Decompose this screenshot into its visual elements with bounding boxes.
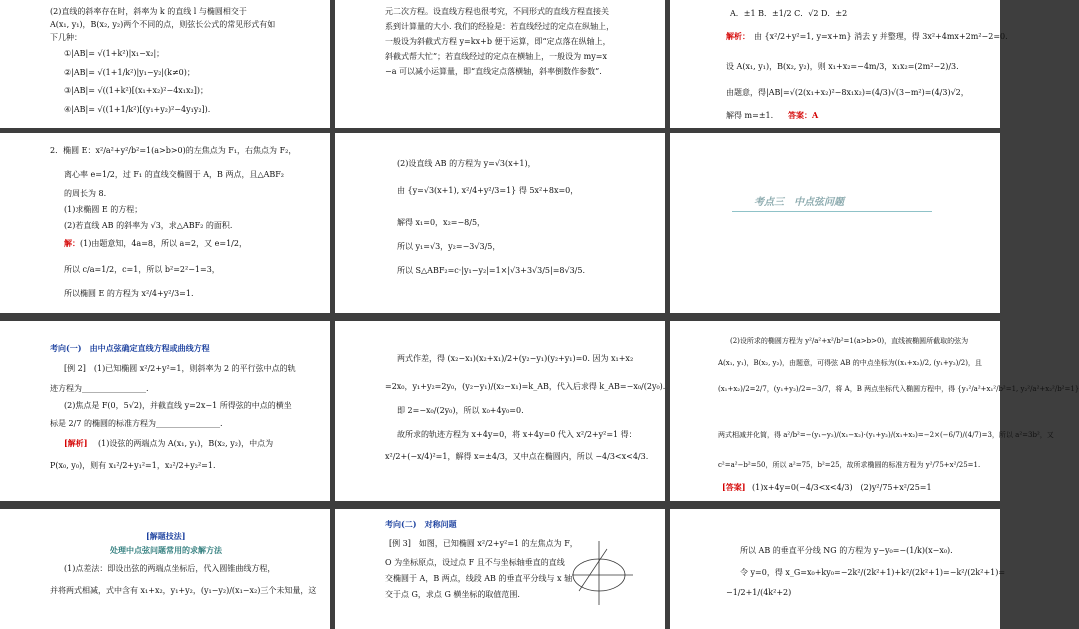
text-line: 2．椭圆 E：x²/a²+y²/b²=1(a>b>0)的左焦点为 F₁，右焦点为 F₂，	[50, 146, 297, 155]
text-line: 所以 S△ABF₂=c·|y₁−y₂|=1×|√3+3√3/5|=8√3/5.	[397, 266, 586, 275]
text-line: 由 {x²/2+y²=1, y=x+m} 消去 y 并整理，得 3x²+4mx+2m²−2=0.	[754, 32, 1008, 41]
text-line: 即 2=−x₀/(2y₀)，所以 x₀+4y₀=0.	[397, 406, 524, 415]
text-line: 由题意，得|AB|=√(2(x₁+x₂)²−8x₁x₂)=(4/3)√(3−m²)=(4/3)√2，	[726, 88, 969, 97]
slide-ellipse-equation-derivation[interactable]	[670, 321, 1079, 501]
text-line: 所以椭圆 E 的方程为 x²/4+y²/3=1.	[64, 289, 194, 298]
formula-2: ②|AB|= √(1+1/k²)|y₁−y₂|(k≠0)；	[64, 68, 195, 77]
slide-midpoint-chord-example[interactable]	[0, 321, 330, 501]
text-line: (2)焦点是 F(0，5√2)，并截直线 y=2x−1 所得弦的中点的横坐	[64, 401, 292, 410]
slide-solving-technique[interactable]	[0, 509, 330, 629]
text-line: −1/2+1/(4k²+2)	[726, 588, 792, 597]
title-underline	[732, 211, 932, 212]
text-line: 所以 y₁=√3，y₂=−3√3/5，	[397, 242, 501, 251]
text-line: 标是 2/7 的椭圆的标准方程为________________.	[50, 419, 223, 428]
text-line: 两式作差，得 (x₂−x₁)(x₂+x₁)/2+(y₂−y₁)(y₂+y₁)=0. 因为 x₁+x₂	[397, 354, 634, 363]
text-line: c²=a²−b²=50，所以 a²=75，b²=25，故所求椭圆的标准方程为 y²/75+x²/25=1.	[718, 461, 981, 469]
subsection-title: 考向(二) 对称问题	[385, 519, 457, 529]
text-line: 系到计算量的大小. 我们的经验是：若直线经过的定点在纵轴上，	[385, 22, 615, 31]
text-line: (1)设弦的两端点为 A(x₁, y₁)，B(x₂, y₂)，中点为	[98, 439, 274, 448]
slide-midpoint-derivation[interactable]	[335, 321, 665, 501]
text-line: (x₁+x₂)/2=2/7，(y₁+y₂)/2=−3/7，将 A，B 两点坐标代入椭圆方程中，得 {y₁²/a²+x₁²/b²=1, y₂²/a²+x₂²/b²=1}	[718, 385, 1079, 393]
text-line: 并将两式相减，式中含有 x₁+x₂，y₁+y₂，(y₁−y₂)/(x₁−x₂)三个未知量，这	[50, 586, 317, 595]
text-line: (1)由题意知，4a=8，所以 a=2，又 e=1/2，	[80, 239, 247, 248]
text-line: O 为坐标原点，设过点 F 且不与坐标轴垂直的直线	[385, 558, 565, 567]
text-line: 故所求的轨迹方程为 x+4y=0，将 x+4y=0 代入 x²/2+y²=1 得：	[397, 430, 637, 439]
text-line: 下几种：	[50, 33, 82, 42]
text-line: =2x₀，y₁+y₂=2y₀，(y₂−y₁)/(x₂−x₁)=k_AB，代入后求得 k_AB=−x₀/(2y₀).	[385, 382, 666, 391]
slide-problem-2[interactable]	[0, 133, 330, 313]
text-line: [例 2] (1)已知椭圆 x²/2+y²=1，则斜率为 2 的平行弦中点的轨	[64, 364, 296, 373]
slide-perpendicular-bisector[interactable]	[670, 509, 1006, 629]
text-line: A(x₁, y₁)，B(x₂, y₂)，由题意，可得弦 AB 的中点坐标为((x₁+x₂)/2, (y₁+y₂)/2)，且	[718, 359, 982, 367]
text-line: 迹方程为________________.	[50, 384, 149, 393]
text-line: 一般设为斜截式方程 y=kx+b 便于运算，即“定点落在纵轴上，	[385, 37, 611, 46]
text-line: 解得 m=±1.	[726, 111, 774, 120]
text-line: (1)点差法：即设出弦的两端点坐标后，代入圆锥曲线方程，	[64, 564, 276, 573]
answer-options: A．±1 B．±1/2 C．√2 D．±2	[730, 9, 848, 18]
chord-line	[579, 549, 607, 591]
text-line: 交椭圆于 A，B 两点，线段 AB 的垂直平分线与 x 轴	[385, 574, 573, 583]
formula-4: ④|AB|= √((1+1/k²)[(y₁+y₂)²−4y₁y₂]).	[64, 105, 211, 114]
solution-label: 解：	[64, 238, 80, 248]
slide-symmetry-problem[interactable]	[335, 509, 665, 629]
answer-label: 答案：A	[788, 110, 819, 120]
answer-label: [答案]	[722, 482, 746, 492]
analysis-label: 解析：	[726, 31, 750, 41]
section-title: 考点三 中点弦问题	[754, 197, 844, 208]
slide-example-answer-a[interactable]	[670, 0, 1008, 128]
text-line: 所以 c/a=1/2，c=1，所以 b²=2²−1=3，	[64, 265, 220, 274]
text-line: 由 {y=√3(x+1), x²/4+y²/3=1} 得 5x²+8x=0，	[397, 186, 579, 195]
text-line: (2)设直线 AB 的方程为 y=√3(x+1)，	[397, 159, 536, 168]
text-line: (2)直线的斜率存在时，斜率为 k 的直线 l 与椭圆相交于	[50, 7, 247, 16]
text-line: 解得 x₁=0，x₂=−8/5，	[397, 218, 486, 227]
text-line: P(x₀, y₀)，则有 x₁²/2+y₁²=1，x₂²/2+y₂²=1.	[50, 461, 216, 470]
slide-chord-length-formulas[interactable]	[0, 0, 330, 128]
text-line: 设 A(x₁, y₁)，B(x₂, y₂)，则 x₁+x₂=−4m/3，x₁x₂=(2m²−2)/3.	[726, 62, 959, 71]
text-line: A(x₁, y₁)，B(x₂, y₂)两个不同的点，则弦长公式的常见形式有如	[50, 20, 276, 29]
text-line: −a 可以减小运算量，即“直线定点落横轴，斜率倒数作参数”.	[385, 67, 602, 76]
text-line: 的周长为 8.	[64, 189, 107, 198]
text-line: 元二次方程。设直线方程也很考究，不同形式的直线方程直接关	[385, 7, 609, 16]
text-line: 所以 AB 的垂直平分线 NG 的方程为 y−y₀=−(1/k)(x−x₀).	[740, 546, 953, 555]
text-line: (2)设所求的椭圆方程为 y²/a²+x²/b²=1(a>b>0)，直线被椭圆所截取的弦为	[730, 337, 969, 345]
ellipse-figure	[567, 537, 637, 607]
slide-problem-2-part-2[interactable]	[335, 133, 665, 313]
text-line: 令 y=0，得 x_G=x₀+ky₀=−2k²/(2k²+1)+k²/(2k²+1)=−k²/(2k²+1)=	[740, 568, 1006, 577]
text-line: 交于点 G，求点 G 横坐标的取值范围.	[385, 590, 520, 599]
text-line: (1)求椭圆 E 的方程；	[64, 205, 143, 214]
technique-title: 处理中点弦问题常用的求解方法	[110, 545, 222, 555]
text-line: [例 3] 如图，已知椭圆 x²/2+y²=1 的左焦点为 F，	[389, 539, 578, 548]
subsection-title: 考向(一) 由中点弦确定直线方程或曲线方程	[50, 343, 210, 353]
text-line: (1)x+4y=0(−4/3<x<4/3) (2)y²/75+x²/25=1	[752, 483, 932, 492]
formula-1: ①|AB|= √(1+k²)|x₁−x₂|；	[64, 49, 165, 58]
text-line: 斜截式帮大忙”；若直线经过的定点在横轴上，一般设为 my=x	[385, 52, 607, 61]
analysis-label: [解析]	[64, 438, 88, 448]
formula-3: ③|AB|= √((1+k²)[(x₁+x₂)²−4x₁x₂])；	[64, 86, 208, 95]
text-line: x²/2+(−x/4)²=1，解得 x=±4/3，又中点在椭圆内，所以 −4/3<x<4/3.	[385, 452, 649, 461]
technique-tag: [解题技法]	[146, 531, 186, 541]
text-line: 两式相减并化简，得 a²/b²=−(y₁−y₂)/(x₁−x₂)·(y₁+y₂)/(x₁+x₂)=−2×(−6/7)/(4/7)=3，所以 a²=3b²，又	[718, 431, 1054, 439]
slide-section-title[interactable]	[670, 133, 1000, 313]
text-line: (2)若直线 AB 的斜率为 √3，求△ABF₂ 的面积.	[64, 221, 233, 230]
text-line: 离心率 e=1/2，过 F₁ 的直线交椭圆于 A，B 两点，且△ABF₂	[64, 170, 285, 179]
slide-line-equation-tips[interactable]	[335, 0, 665, 128]
